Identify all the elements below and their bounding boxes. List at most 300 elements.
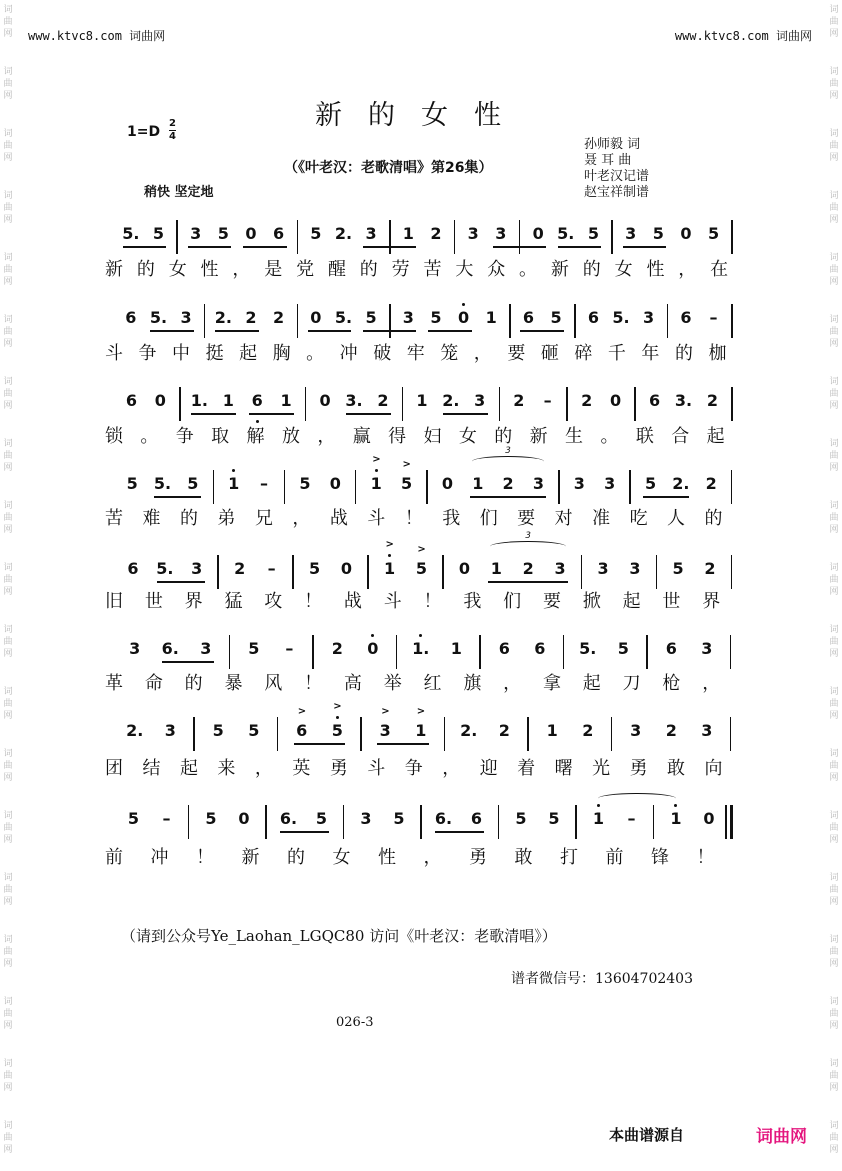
watermark-group — [829, 996, 838, 1032]
beam-underline — [215, 330, 259, 332]
watermark-group — [829, 190, 838, 226]
lyric-char: 性 — [378, 847, 396, 868]
lyric-char: ！ — [404, 508, 423, 529]
lyric-char: 斗 — [105, 343, 123, 364]
notation-row — [0, 222, 842, 248]
lyric-char: 女 — [168, 259, 187, 280]
note: 0 — [154, 391, 166, 410]
watermark-char: 曲 — [829, 17, 839, 27]
barline — [731, 555, 733, 589]
lyric-char: 醒 — [327, 259, 346, 280]
watermark-char: 网 — [3, 587, 13, 597]
lyric-char: 赢 — [352, 426, 371, 447]
lyric-char: 刀 — [622, 673, 641, 694]
note: – — [285, 639, 294, 658]
time-signature-bottom: 4 — [169, 131, 176, 142]
lyric-char: 胸 — [272, 343, 291, 364]
barline — [725, 805, 727, 839]
barline — [629, 470, 631, 504]
watermark-char: 网 — [3, 959, 13, 969]
note: 1 — [402, 224, 414, 243]
beam-underline — [443, 413, 488, 415]
barline — [575, 805, 577, 839]
lyrics-row — [0, 342, 842, 366]
lyric-char: ， — [702, 673, 721, 694]
note: 5. — [579, 639, 597, 658]
note: 5 — [430, 308, 442, 327]
watermark-char: 词 — [829, 191, 839, 201]
lyric-char: 旗 — [463, 673, 482, 694]
watermark-char: 曲 — [829, 637, 839, 647]
watermark-char: 词 — [829, 563, 839, 573]
beam-underline — [377, 743, 429, 745]
barline — [389, 220, 391, 254]
watermark-char: 词 — [829, 749, 839, 759]
lyric-char: ， — [503, 673, 522, 694]
accent-mark: > — [402, 459, 411, 470]
beam-underline — [363, 246, 416, 248]
lyric-char: 苦 — [105, 508, 123, 529]
watermark-char: 曲 — [829, 389, 839, 399]
lyric-char: 枷 — [708, 343, 727, 364]
note: 5 — [652, 224, 664, 243]
lyric-char: 起 — [179, 758, 198, 779]
watermark-char: 曲 — [829, 761, 839, 771]
watermark-char: 词 — [829, 67, 839, 77]
note: 5 — [548, 809, 560, 828]
watermark-char: 网 — [3, 91, 13, 101]
beam-underline — [280, 831, 329, 833]
lyric-char: 斗 — [367, 508, 386, 529]
note: 5 — [126, 474, 138, 493]
beam-underline — [154, 496, 200, 498]
notation-row — [0, 807, 842, 833]
note: 2 — [245, 308, 257, 327]
lyric-char: 敢 — [667, 758, 686, 779]
note: 0 — [458, 308, 470, 327]
watermark-char: 网 — [3, 897, 13, 907]
lyric-char: 争 — [138, 343, 157, 364]
note: 2. — [126, 721, 144, 740]
lyric-char: 团 — [105, 758, 123, 779]
barline — [731, 220, 733, 254]
accent-mark: > — [385, 539, 394, 550]
watermark-char: 曲 — [829, 1133, 839, 1143]
note: – — [627, 809, 636, 828]
note: 2 — [582, 721, 594, 740]
note: 1. — [412, 639, 430, 658]
watermark-char: 网 — [829, 339, 839, 349]
watermark-char: 网 — [829, 897, 839, 907]
watermark-group — [3, 190, 12, 226]
note: 2 — [665, 721, 677, 740]
triplet-bracket — [490, 531, 566, 552]
watermark-char: 曲 — [3, 885, 13, 895]
triplet-number: 3 — [505, 446, 511, 456]
watermark-char: 网 — [3, 1021, 13, 1031]
lyric-char: 世 — [144, 591, 163, 612]
lyric-char: 在 — [710, 259, 729, 280]
barline — [402, 387, 404, 421]
watermark-char: 词 — [3, 749, 13, 759]
watermark-char: 网 — [829, 29, 839, 39]
note: – — [543, 391, 552, 410]
watermark-char: 网 — [3, 29, 13, 39]
lyric-char: 结 — [142, 758, 161, 779]
header-site-left[interactable]: www.ktvc8.com 词曲网 — [28, 29, 166, 43]
note: 0 — [680, 224, 692, 243]
left-watermark-strip — [1, 0, 15, 1171]
lyric-char: 党 — [296, 259, 315, 280]
watermark-char: 词 — [3, 563, 13, 573]
note: 5 — [672, 559, 684, 578]
watermark-char: 词 — [3, 191, 13, 201]
note: 5. — [612, 308, 630, 327]
watermark-char: 网 — [3, 463, 13, 473]
watermark-char: 词 — [3, 625, 13, 635]
lyric-char: 解 — [246, 426, 265, 447]
watermark-group — [829, 872, 838, 908]
note: 6 — [125, 308, 137, 327]
barline — [355, 470, 357, 504]
watermark-char: 词 — [3, 1059, 13, 1069]
note: 3 — [190, 224, 202, 243]
note: 3 — [402, 308, 414, 327]
credits — [584, 137, 649, 201]
lyric-char: 暴 — [224, 673, 243, 694]
lyric-char: ， — [292, 508, 311, 529]
note: 1 — [415, 721, 427, 740]
beam-underline — [308, 330, 352, 332]
watermark-char: 曲 — [3, 947, 13, 957]
lyric-char: 的 — [287, 847, 305, 868]
lyric-char: 的 — [184, 673, 203, 694]
watermark-char: 词 — [3, 811, 13, 821]
watermark-char: 词 — [3, 687, 13, 697]
watermark-char: 网 — [3, 649, 13, 659]
note: 2 — [704, 559, 716, 578]
lyric-char: ！ — [304, 673, 323, 694]
lyrics-row — [0, 846, 842, 870]
note: 3 — [604, 474, 616, 493]
source-label: 本曲谱源自 — [609, 1126, 685, 1144]
lyric-char: 前 — [605, 847, 624, 868]
watermark-char: 曲 — [829, 885, 839, 895]
watermark-char: 词 — [829, 377, 839, 387]
note: 0 — [245, 224, 257, 243]
lyric-char: 吃 — [629, 508, 648, 529]
lyric-char: 牢 — [406, 343, 425, 364]
watermark-group — [3, 128, 12, 164]
watermark-char: 网 — [3, 773, 13, 783]
note: 5 — [707, 224, 720, 243]
lyric-char: ， — [473, 343, 492, 364]
octave-low-dot — [256, 420, 259, 423]
header-site-right[interactable]: www.ktvc8.com 词曲网 — [674, 29, 812, 43]
barline — [305, 387, 307, 421]
barline — [213, 470, 215, 504]
lyric-char: 起 — [706, 426, 725, 447]
accent-mark: > — [372, 454, 381, 465]
lyric-char: 碎 — [574, 343, 593, 364]
watermark-group — [3, 872, 12, 908]
watermark-char: 曲 — [829, 513, 839, 523]
lyric-char: 性 — [646, 259, 665, 280]
watermark-char: 曲 — [3, 513, 13, 523]
beam-underline — [294, 743, 346, 745]
note: 1 — [546, 721, 558, 740]
barline — [611, 220, 613, 254]
barline — [367, 555, 369, 589]
watermark-group — [3, 4, 12, 40]
barline — [563, 635, 565, 669]
watermark-char: 词 — [829, 873, 839, 883]
note: 2 — [430, 224, 442, 243]
watermark-char: 曲 — [3, 1071, 13, 1081]
watermark-char: 词 — [3, 873, 13, 883]
watermark-char: 网 — [829, 277, 839, 287]
watermark-char: 网 — [829, 959, 839, 969]
watermark-char: 词 — [3, 997, 13, 1007]
lyric-char: ！ — [196, 847, 214, 868]
lyric-char: 新 — [241, 847, 260, 868]
lyric-char: 准 — [592, 508, 611, 529]
barline — [653, 805, 655, 839]
watermark-char: 网 — [829, 1083, 839, 1093]
lyric-char: 我 — [463, 591, 482, 612]
watermark-char: 网 — [3, 835, 13, 845]
barline — [442, 555, 444, 589]
note: 3 — [495, 224, 507, 243]
barline — [581, 555, 583, 589]
barline — [731, 470, 733, 504]
lyric-char: 女 — [614, 259, 633, 280]
lyric-char: 曙 — [554, 758, 573, 779]
note: 1 — [472, 474, 484, 493]
watermark-char: 词 — [3, 67, 13, 77]
lyric-char: 放 — [281, 426, 300, 447]
song-title: 新的女性 — [315, 100, 527, 131]
lyric-char: 向 — [704, 758, 723, 779]
notation-row — [0, 637, 842, 663]
barline — [193, 717, 195, 751]
watermark-char: 曲 — [3, 637, 13, 647]
note: 5 — [299, 474, 311, 493]
lyric-char: 难 — [142, 508, 161, 529]
lyric-char: 起 — [239, 343, 258, 364]
beam-underline — [188, 246, 232, 248]
lyric-char: 前 — [105, 847, 123, 868]
lyric-char: 。 — [600, 426, 619, 447]
watermark-char: 网 — [3, 153, 13, 163]
beam-underline — [493, 246, 546, 248]
lyric-char: 世 — [662, 591, 681, 612]
note: 6 — [649, 391, 661, 410]
lyric-char: 掀 — [582, 591, 601, 612]
note: 1 — [670, 809, 682, 828]
lyric-char: 斗 — [383, 591, 402, 612]
note: 3 — [629, 559, 641, 578]
note: 5 — [393, 809, 405, 828]
note: 6 — [522, 308, 535, 327]
watermark-char: 曲 — [829, 327, 839, 337]
beam-underline — [191, 413, 236, 415]
note: 3 — [554, 559, 566, 578]
note: 3 — [180, 308, 192, 327]
watermark-char: 曲 — [3, 1133, 13, 1143]
note: 3 — [701, 721, 713, 740]
note: 0 — [310, 308, 322, 327]
watermark-char: 网 — [829, 773, 839, 783]
lyric-char: 革 — [105, 673, 123, 694]
note: 1 — [383, 559, 396, 578]
page-number: 026-3 — [336, 1015, 374, 1030]
watermark-char: 词 — [829, 997, 839, 1007]
watermark-char: 词 — [829, 253, 839, 263]
note: 1 — [592, 809, 605, 828]
credit-transcriber: 叶老汉记谱 — [584, 169, 650, 184]
note: 6 — [127, 559, 139, 578]
note: 0 — [610, 391, 622, 410]
note: 1 — [222, 391, 234, 410]
octave-high-dot — [597, 804, 600, 807]
note: 2 — [522, 559, 534, 578]
barline — [176, 220, 178, 254]
barline — [277, 717, 279, 751]
note: 1 — [416, 391, 428, 410]
note: 5 — [587, 224, 599, 243]
lyric-char: 冲 — [339, 343, 358, 364]
barline — [454, 220, 456, 254]
note: 0 — [441, 474, 454, 493]
note: 3 — [532, 474, 544, 493]
lyric-char: 锁 — [105, 426, 123, 447]
note: 5. — [156, 559, 174, 578]
notation-row — [0, 531, 842, 583]
note: 6 — [680, 308, 692, 327]
lyrics-row — [0, 258, 842, 282]
barline — [566, 387, 568, 421]
note: 3 — [164, 721, 176, 740]
notation-row — [0, 306, 842, 332]
lyric-char: 千 — [607, 343, 626, 364]
lyric-char: 迎 — [479, 758, 498, 779]
lyric-char: 得 — [388, 426, 407, 447]
lyric-char: 勇 — [469, 847, 487, 868]
lyric-char: 挺 — [205, 343, 224, 364]
lyric-char: 高 — [343, 673, 362, 694]
watermark-char: 词 — [3, 315, 13, 325]
lyrics-row — [0, 757, 842, 781]
lyric-char: 新 — [105, 259, 123, 280]
lyric-char: 合 — [671, 426, 690, 447]
note: 1 — [370, 474, 382, 493]
note: 5 — [645, 474, 657, 493]
barline — [179, 387, 181, 421]
watermark-char: 词 — [3, 439, 13, 449]
lyric-char: 风 — [264, 673, 283, 694]
source-brand-link[interactable]: 词曲网 — [756, 1127, 807, 1147]
note: 6. — [279, 809, 298, 828]
note: 6. — [161, 639, 179, 658]
lyric-char: 起 — [582, 673, 601, 694]
note: 2. — [460, 721, 478, 740]
note: 5 — [212, 721, 224, 740]
note: 5 — [400, 474, 413, 493]
watermark-char: 词 — [829, 687, 839, 697]
watermark-char: 网 — [829, 463, 839, 473]
barline — [426, 470, 428, 504]
note: 6 — [587, 308, 599, 327]
barline — [217, 555, 219, 589]
barline — [611, 717, 613, 751]
watermark-char: 网 — [3, 711, 13, 721]
note: 0 — [319, 391, 331, 410]
lyric-char: 是 — [264, 259, 283, 280]
note: 6 — [272, 224, 285, 243]
note: – — [267, 559, 276, 578]
watermark-char: 词 — [829, 501, 839, 511]
lyric-char: 的 — [136, 259, 155, 280]
beam-underline — [363, 330, 416, 332]
note: 5 — [310, 224, 322, 243]
watermark-char: 网 — [3, 277, 13, 287]
note: 6 — [498, 639, 510, 658]
note: 5 — [152, 224, 164, 243]
lyrics-row — [0, 507, 842, 531]
lyric-char: ！ — [696, 847, 715, 868]
note: 2 — [272, 308, 285, 327]
lyric-char: 界 — [184, 591, 203, 612]
note: 1 — [228, 474, 240, 493]
watermark-char: 网 — [829, 1145, 839, 1155]
note: 3 — [630, 721, 642, 740]
triplet-number: 3 — [525, 531, 531, 541]
beam-underline — [428, 330, 472, 332]
note: – — [260, 474, 269, 493]
lyric-char: ！ — [423, 591, 442, 612]
watermark-char: 网 — [829, 587, 839, 597]
note: 5 — [315, 809, 328, 828]
barline — [730, 635, 732, 669]
lyric-char: 性 — [200, 259, 219, 280]
barline — [731, 304, 733, 338]
lyric-char: 争 — [404, 758, 423, 779]
note: 5 — [205, 809, 217, 828]
lyric-char: 众 — [487, 259, 506, 280]
note: 2. — [214, 308, 232, 327]
lyric-char: 要 — [507, 343, 526, 364]
barline — [730, 717, 732, 751]
barline — [558, 470, 560, 504]
note: 3. — [674, 391, 693, 410]
watermark-char: 曲 — [3, 265, 13, 275]
watermark-char: 曲 — [829, 203, 839, 213]
note: 5. — [557, 224, 575, 243]
lyric-char: 争 — [175, 426, 194, 447]
note: 5. — [153, 474, 172, 493]
lyric-char: 。 — [519, 259, 538, 280]
watermark-char: 曲 — [3, 141, 13, 151]
note: 0 — [329, 474, 341, 493]
final-barline — [730, 805, 733, 839]
note: 2 — [513, 391, 525, 410]
watermark-char: 曲 — [829, 947, 839, 957]
lyric-char: 大 — [455, 259, 474, 280]
note: 2 — [377, 391, 389, 410]
accent-mark: > — [381, 706, 390, 717]
lyric-char: 新 — [550, 259, 569, 280]
